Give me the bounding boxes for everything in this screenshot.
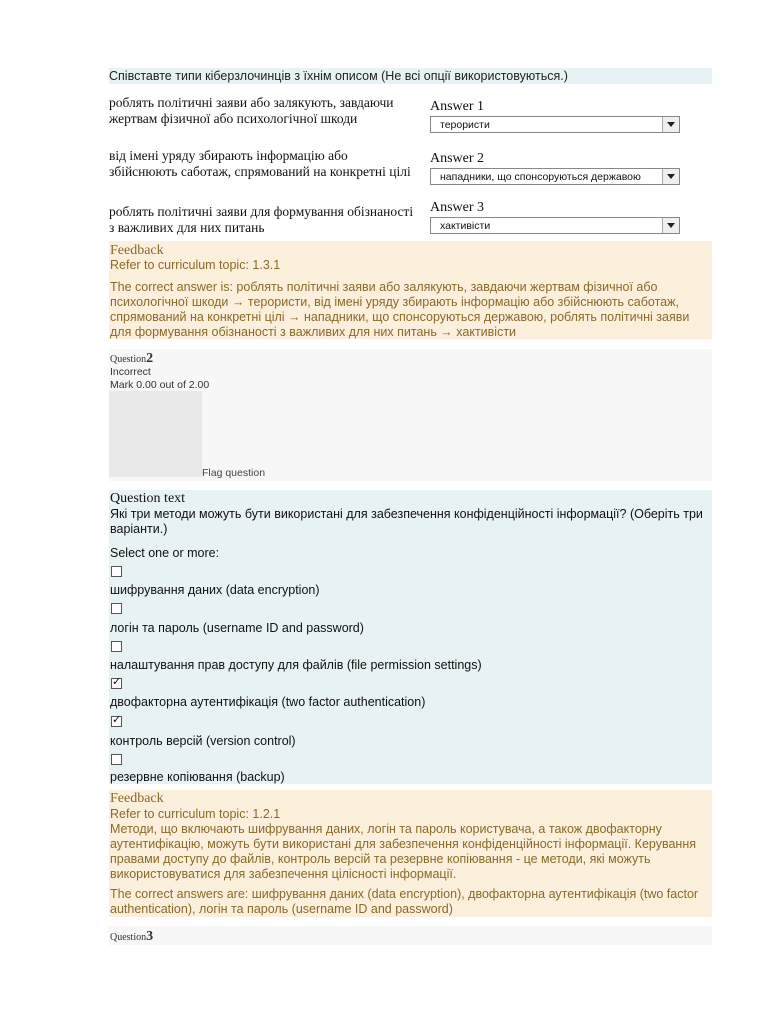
answer-label: Answer 1 (430, 99, 485, 114)
question-status: Incorrect (110, 366, 151, 378)
flag-question-link[interactable]: Flag question (202, 467, 266, 479)
chevron-down-icon[interactable] (662, 117, 679, 132)
option-checkbox-4[interactable] (111, 678, 122, 689)
selected-value: терористи (440, 119, 490, 131)
feedback-heading: Feedback (110, 791, 164, 806)
flag-icon[interactable] (109, 391, 202, 477)
chevron-down-icon[interactable] (662, 218, 679, 233)
feedback-correct-answer: The correct answers are: шифрування даних (data encryption), двофакторна аутентифікація (two factor authentication), логін та пароль (username ID and password) (110, 887, 699, 916)
option-checkbox-3[interactable] (111, 641, 122, 652)
feedback-topic: Refer to curriculum topic: 1.2.1 (110, 807, 281, 821)
question-text-panel (109, 490, 712, 784)
option-label[interactable]: шифрування даних (data encryption) (110, 583, 320, 597)
chevron-down-icon[interactable] (662, 169, 679, 184)
option-label[interactable]: контроль версій (version control) (110, 734, 296, 748)
feedback-explanation: Методи, що включають шифрування даних, логін та пароль користувача, а також двофакторну аутентифікацію, можуть бути використані для забезпечення конфіденційності інформації. Керування правами доступу до файлів, контроль версій та резервне копіювання - це методи, які можуть використовуватися для забезпечення цілісності інформації. (110, 822, 696, 881)
option-label[interactable]: резервне копіювання (backup) (110, 770, 285, 784)
feedback-heading: Feedback (110, 243, 164, 258)
feedback-panel (109, 790, 712, 917)
question-instruction: Співставте типи кіберзлочинців з їхнім описом (Не всі опції використовуються.) (109, 68, 712, 84)
question-mark: Mark 0.00 out of 2.00 (110, 379, 210, 391)
feedback-correct-answer: The correct answer is: роблять політичні заяви або залякують, завдаючи жертвам фізичної або психологічної шкоди → терористи, від імені уряду збирають інформацію або збійснюють саботаж, спрямований на конкретні цілі → нападники, що спонсоруються державою, роблять політичні заяви для формування обізнаності з важливих для них питань → хактивісти (110, 280, 690, 339)
match-question-text: роблять політичні заяви або залякують, завдаючи жертвам фізичної або психологічної шкоди (109, 95, 394, 126)
option-label[interactable]: логін та пароль (username ID and password) (110, 621, 364, 635)
answer-label: Answer 3 (430, 200, 485, 215)
question-info (109, 926, 712, 945)
option-checkbox-5[interactable] (111, 716, 122, 727)
option-checkbox-1[interactable] (111, 566, 122, 577)
question-text: Які три методи можуть бути використані для забезпечення конфіденційності інформації? (Оберіть три варіанти.) (110, 507, 703, 536)
answer-select-3[interactable] (430, 217, 680, 234)
question-info (109, 349, 712, 481)
question-number: Question3 (110, 929, 154, 944)
selected-value: хактивісти (440, 220, 491, 232)
option-checkbox-6[interactable] (111, 754, 122, 765)
option-label[interactable]: налаштування прав доступу для файлів (file permission settings) (110, 658, 482, 672)
feedback-topic: Refer to curriculum topic: 1.3.1 (110, 258, 281, 272)
select-prompt: Select one or more: (110, 546, 220, 560)
answer-select-1[interactable] (430, 116, 680, 133)
feedback-panel (109, 241, 712, 339)
match-question-text: від імені уряду збирають інформацію або збійснюють саботаж, спрямований на конкретні цілі (109, 148, 411, 179)
answer-label: Answer 2 (430, 151, 485, 166)
match-question-text: роблять політичні заяви для формування обізнаності з важливих для них питань (109, 204, 414, 235)
option-checkbox-2[interactable] (111, 603, 122, 614)
question-number: Question2 (110, 351, 154, 366)
option-label[interactable]: двофакторна аутентифікація (two factor authentication) (110, 695, 426, 709)
selected-value: нападники, що спонсоруються державою (440, 171, 641, 183)
question-text-heading: Question text (110, 491, 186, 506)
answer-select-2[interactable] (430, 168, 680, 185)
